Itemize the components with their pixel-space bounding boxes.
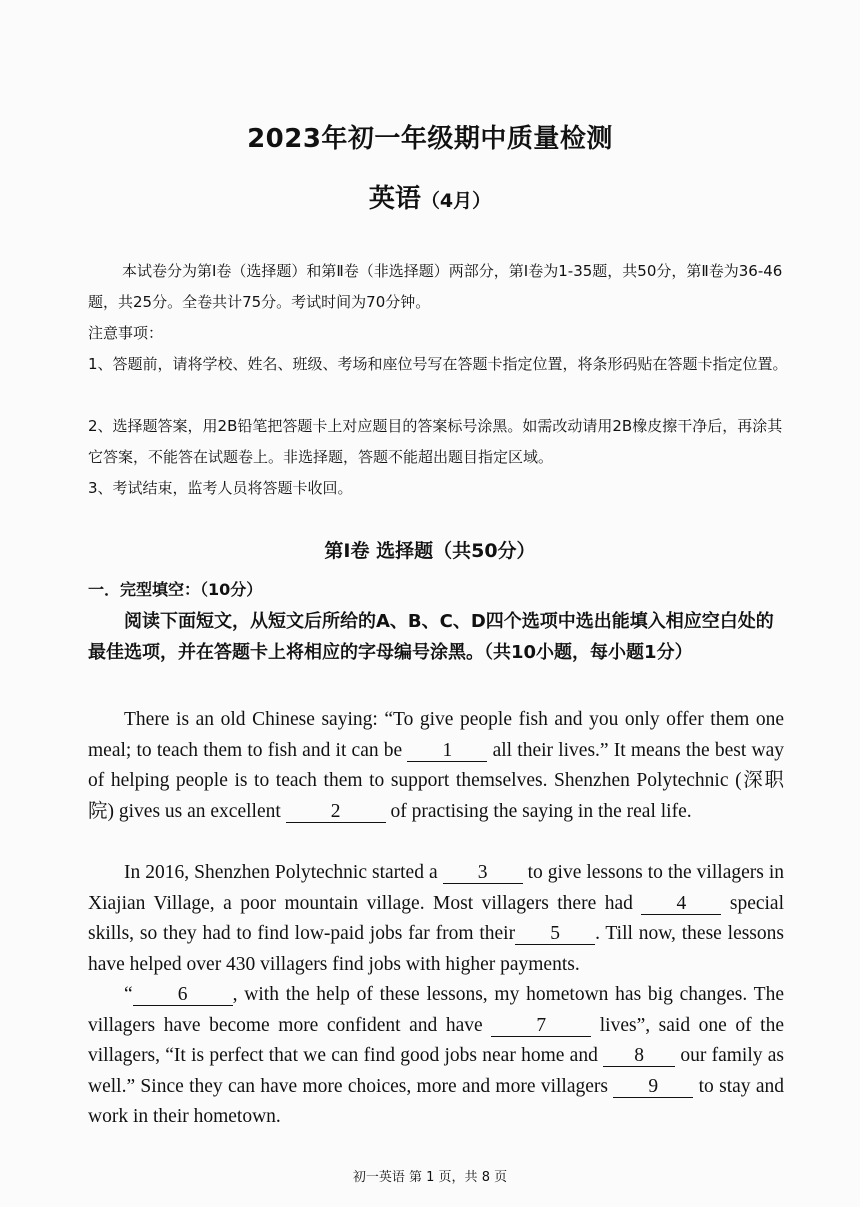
passage-text: our family as well.” Since they can have more choices, more and more villagers [88, 1045, 784, 1097]
passage-text: There is an old Chinese saying: “To give people fish and you only offer them one meal; to teach them to fish and it can be [88, 709, 784, 761]
passage-text: all their lives.” It means the best way of helping people is to teach them to support themselves. Shenzhen Polytechnic (深职院) gives us an excellent [88, 739, 784, 822]
page-footer: 初一英语 第 1 页，共 8 页 [352, 1170, 508, 1185]
passage-text: , with the help of these lessons, my hometown has big changes. The villagers have become more confident and have [88, 984, 784, 1036]
exam-month: （4月） [420, 190, 492, 212]
blank-4: 4 [641, 894, 721, 915]
blank-1: 1 [407, 741, 487, 762]
blank-8: 8 [603, 1046, 675, 1067]
passage-text: lives”, said one of the villagers, “It is perfect that we can find good jobs near home and [88, 1014, 784, 1066]
exam-subject [0, 178, 860, 215]
exam-instructions: 本试卷分为第Ⅰ卷（选择题）和第Ⅱ卷（非选择题）两部分，第Ⅰ卷为1-35题，共50分，第Ⅱ卷为36-46题，共25分。全卷共计75分。考试时间为70分钟。 [88, 262, 783, 311]
passage-text: to stay and work in their hometown. [88, 1075, 785, 1127]
section-title: 第Ⅰ卷 选择题（共50分） [324, 540, 536, 562]
passage-paragraph [88, 858, 784, 980]
passage-text: to give lessons to the villagers in Xiajian Village, a poor mountain village. Most villagers there had [88, 862, 784, 914]
subject-name: 英语 [368, 184, 421, 214]
passage-text: of practising the saying in the real life. [385, 800, 692, 822]
passage-text: special skills, so they had to find low-paid jobs far from their [88, 892, 784, 944]
passage-paragraph [88, 980, 784, 1133]
blank-7: 7 [491, 1016, 591, 1037]
blank-6: 6 [133, 985, 233, 1006]
blank-9: 9 [613, 1077, 693, 1098]
blank-2: 2 [286, 802, 386, 823]
part-heading: 一．完型填空：（10分） [88, 580, 263, 599]
blank-3: 3 [443, 863, 523, 884]
exam-title: 2023年初一年级期中质量检测 [247, 124, 613, 154]
notes-heading: 注意事项： [88, 324, 164, 342]
part-directions: 阅读下面短文，从短文后所给的A、B、C、D四个选项中选出能填入相应空白处的最佳选项，并在答题卡上将相应的字母编号涂黑。（共10小题，每小题1分） [88, 611, 774, 663]
passage-paragraph [88, 705, 784, 827]
note-item: 3、考试结束，监考人员将答题卡收回。 [88, 479, 353, 497]
blank-5: 5 [515, 924, 595, 945]
note-item: 2、选择题答案，用2B铅笔把答题卡上对应题目的答案标号涂黑。如需改动请用2B橡皮擦干净后，再涂其它答案，不能答在试题卷上。非选择题，答题不能超出题目指定区域。 [88, 417, 783, 466]
note-item: 1、答题前，请将学校、姓名、班级、考场和座位号写在答题卡指定位置，将条形码贴在答题卡指定位置。 [88, 355, 788, 373]
passage-text: In 2016, Shenzhen Polytechnic started a [124, 862, 443, 883]
passage-text: . Till now, these lessons have helped over 430 villagers find jobs with higher payments. [88, 923, 784, 975]
passage-text: “ [124, 984, 133, 1005]
